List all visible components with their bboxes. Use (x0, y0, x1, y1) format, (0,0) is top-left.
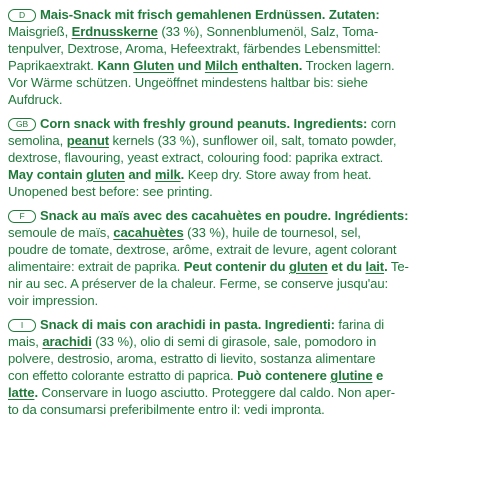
allergen-text: cacahuètes (113, 225, 184, 240)
section-german (8, 6, 476, 108)
section-french (8, 207, 476, 309)
text-segment: mais, (8, 334, 43, 349)
allergen-text: Gluten (133, 58, 175, 73)
text-line (8, 207, 476, 224)
text-line (8, 224, 476, 241)
language-badge: D (8, 9, 36, 22)
text-line (8, 23, 476, 40)
text-segment: Conservare in luogo asciutto. Proteggere dal caldo. Non aper- (37, 385, 395, 400)
text-segment: semoule de maïs, (8, 225, 114, 240)
text-segment: polvere, destrosio, aroma, estratto di lievito, sostanza alimentare (8, 351, 376, 366)
text-segment: Keep dry. Store away from heat. (184, 167, 372, 182)
bold-text: e (372, 368, 384, 383)
allergen-text: arachidi (42, 334, 92, 349)
text-line (8, 333, 476, 350)
allergen-text: milk (154, 167, 181, 182)
text-line (8, 132, 476, 149)
bold-text: und (174, 58, 205, 73)
text-line (8, 350, 476, 367)
text-line (8, 166, 476, 183)
text-line (8, 91, 476, 108)
text-segment: alimentaire: extrait de paprika. (8, 259, 184, 274)
text-segment: poudre de tomate, dextrose, arôme, extrait de levure, agent colorant (8, 242, 397, 257)
bold-text: Può contenere (237, 368, 331, 383)
bold-text: Snack au maïs avec des cacahuètes en poudre. Ingrédients: (40, 208, 409, 223)
text-segment: voir impression. (8, 293, 99, 308)
bold-text: . (34, 385, 38, 400)
allergen-text: lait (365, 259, 385, 274)
text-segment: con effetto colorante estratto di paprica. (8, 368, 238, 383)
text-line (8, 40, 476, 57)
allergen-text: peanut (66, 133, 110, 148)
bold-text: enthalten. (237, 58, 303, 73)
text-segment: to da consumarsi preferibilmente entro il: vedi impronta. (8, 402, 325, 417)
text-segment: (33 %), Sonnenblumenöl, Salz, Toma- (157, 24, 379, 39)
text-segment: Aufdruck. (8, 92, 63, 107)
text-segment: Trocken lagern. (302, 58, 395, 73)
text-segment: Unopened best before: see printing. (8, 184, 213, 199)
bold-text: et du (327, 259, 366, 274)
allergen-text: Erdnusskerne (71, 24, 158, 39)
bold-text: . (180, 167, 185, 182)
text-line (8, 401, 476, 418)
text-segment: (33 %), huile de tournesol, sel, (183, 225, 361, 240)
text-line (8, 316, 476, 333)
text-segment: corn (367, 116, 396, 131)
text-line (8, 149, 476, 166)
text-line (8, 275, 476, 292)
bold-text: Mais-Snack mit frisch gemahlenen Erdnüssen. Zutaten: (40, 7, 380, 22)
text-line (8, 258, 476, 275)
text-segment: farina di (334, 317, 385, 332)
text-line (8, 384, 476, 401)
language-badge: GB (8, 118, 36, 131)
text-line (8, 367, 476, 384)
text-line (8, 292, 476, 309)
text-segment: Vor Wärme schützen. Ungeöffnet mindestens haltbar bis: siehe (8, 75, 368, 90)
text-segment: kernels (33 %), sunflower oil, salt, tomato powder, (109, 133, 397, 148)
text-line (8, 115, 476, 132)
text-segment: nir au sec. A préserver de la chaleur. Ferme, se conserve jusqu'au: (8, 276, 389, 291)
allergen-text: Milch (204, 58, 238, 73)
section-italian (8, 316, 476, 418)
text-segment: (33 %), olio di semi di girasole, sale, pomodoro in (91, 334, 377, 349)
text-line (8, 6, 476, 23)
allergen-text: gluten (289, 259, 328, 274)
bold-text: Peut contenir du (183, 259, 289, 274)
bold-text: Corn snack with freshly ground peanuts. Ingredients: (40, 116, 368, 131)
text-segment: semolina, (8, 133, 67, 148)
text-segment: dextrose, flavouring, yeast extract, colouring food: paprika extract. (8, 150, 384, 165)
allergen-text: gluten (86, 167, 125, 182)
text-line (8, 241, 476, 258)
bold-text: Snack di mais con arachidi in pasta. Ingredienti: (40, 317, 335, 332)
text-segment: Te- (387, 259, 409, 274)
text-segment: tenpulver, Dextrose, Aroma, Hefeextrakt, färbendes Lebensmittel: (8, 41, 381, 56)
text-line (8, 74, 476, 91)
bold-text: May contain (8, 167, 87, 182)
text-segment: Paprikaextrakt. (8, 58, 98, 73)
language-badge: F (8, 210, 36, 223)
bold-text: and (124, 167, 155, 182)
bold-text: . (384, 259, 388, 274)
text-line (8, 57, 476, 74)
language-badge: I (8, 319, 36, 332)
section-english (8, 115, 476, 200)
allergen-text: latte (8, 385, 35, 400)
text-line (8, 183, 476, 200)
text-segment: Maisgrieß, (8, 24, 72, 39)
bold-text: Kann (97, 58, 134, 73)
allergen-text: glutine (330, 368, 373, 383)
